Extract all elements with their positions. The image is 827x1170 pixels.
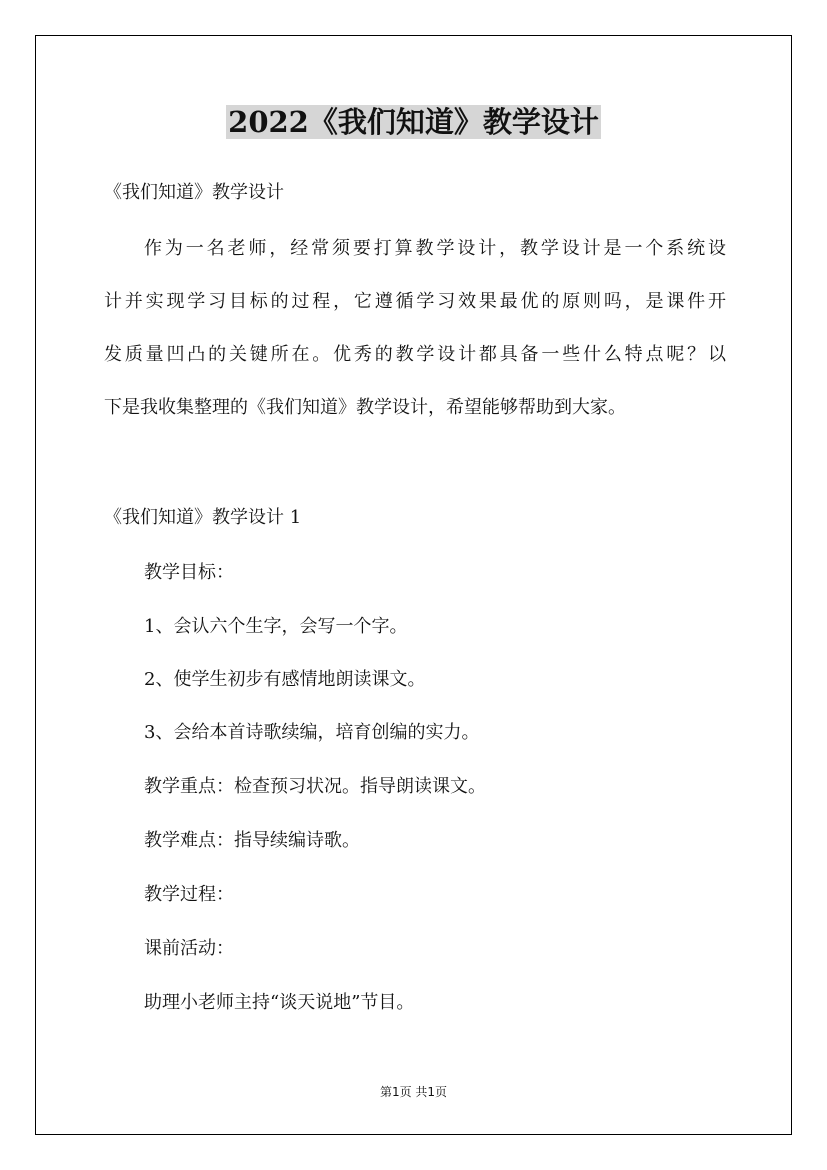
document-title — [0, 100, 827, 144]
page-footer: 第1页 共1页 — [379, 1085, 448, 1099]
item-goal-1: 1、会认六个生字，会写一个字。 — [144, 616, 408, 637]
intro-line-3: 发质量凹凸的关键所在。优秀的教学设计都具备一些什么特点呢？以 — [104, 344, 726, 365]
intro-line-4: 下是我收集整理的《我们知道》教学设计，希望能够帮助到大家。 — [104, 397, 626, 418]
item-process: 教学过程： — [144, 884, 234, 905]
section-heading: 《我们知道》教学设计 1 — [104, 507, 302, 528]
subtitle: 《我们知道》教学设计 — [104, 182, 284, 203]
item-pre-class: 课前活动： — [144, 938, 234, 959]
item-goal-3: 3、会给本首诗歌续编，培育创编的实力。 — [144, 722, 480, 743]
document-title-text: 2022《我们知道》教学设计 — [228, 105, 599, 139]
intro-line-1: 作为一名老师，经常须要打算教学设计，教学设计是一个系统设 — [144, 238, 726, 259]
item-difficulties: 教学难点：指导续编诗歌。 — [144, 830, 360, 851]
item-goal-2: 2、使学生初步有感情地朗读课文。 — [144, 669, 426, 690]
item-key-points: 教学重点：检查预习状况。指导朗读课文。 — [144, 776, 486, 797]
intro-line-2: 计并实现学习目标的过程，它遵循学习效果最优的原则吗，是课件开 — [104, 291, 726, 312]
item-teaching-goals: 教学目标： — [144, 562, 234, 583]
item-assistant: 助理小老师主持“谈天说地”节目。 — [144, 992, 415, 1013]
